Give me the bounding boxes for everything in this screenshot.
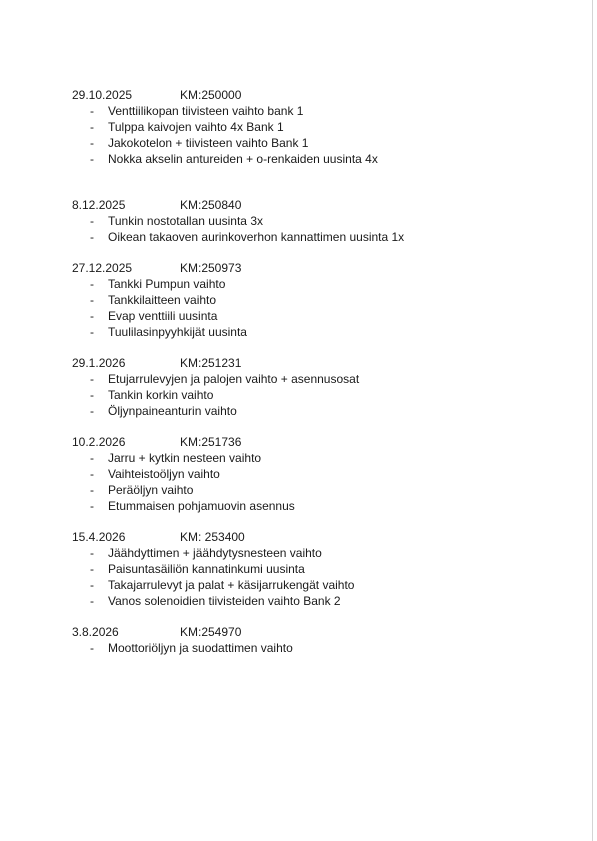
entry-mileage: KM:254970 [180,625,242,639]
task-item [72,593,572,609]
entry-mileage: KM:250973 [180,261,242,275]
log-entry [72,197,572,245]
log-entry [72,434,572,514]
entry-mileage: KM:251231 [180,356,242,370]
entry-mileage: KM:250840 [180,198,242,212]
entry-date: 3.8.2026 [72,625,119,639]
bullet-dash: - [90,562,94,576]
task-item [72,482,572,498]
task-item [72,577,572,593]
task-list [72,103,572,167]
task-item [72,403,572,419]
task-item [72,324,572,340]
task-item [72,640,572,656]
task-list [72,545,572,609]
task-item [72,545,572,561]
task-list [72,371,572,419]
task-item [72,450,572,466]
task-text: Jarru + kytkin nesteen vaihto [108,451,262,465]
bullet-dash: - [90,136,94,150]
entry-header [72,87,572,103]
task-text: Takajarrulevyt ja palat + käsijarrukengät vaihto [108,578,355,592]
task-text: Tunkin nostotallan uusinta 3x [108,214,263,228]
entry-date: 8.12.2025 [72,198,126,212]
bullet-dash: - [90,388,94,402]
bullet-dash: - [90,451,94,465]
bullet-dash: - [90,578,94,592]
task-text: Vaihteistoöljyn vaihto [108,467,220,481]
task-text: Paisuntasäiliön kannatinkumi uusinta [108,562,305,576]
log-entry [72,87,572,167]
task-item [72,498,572,514]
task-text: Tankin korkin vaihto [108,388,214,402]
maintenance-log [72,87,572,656]
bullet-dash: - [90,483,94,497]
entry-spacer [72,245,572,260]
entry-header [72,624,572,640]
entry-header [72,355,572,371]
task-item [72,387,572,403]
entry-mileage: KM: 253400 [180,530,245,544]
task-text: Etujarrulevyjen ja palojen vaihto + asennusosat [108,372,360,386]
task-item [72,229,572,245]
task-text: Tulppa kaivojen vaihto 4x Bank 1 [108,120,284,134]
entry-mileage: KM:250000 [180,88,242,102]
bullet-dash: - [90,372,94,386]
entry-date: 29.1.2026 [72,356,126,370]
task-text: Moottoriöljyn ja suodattimen vaihto [108,641,293,655]
task-text: Tankkilaitteen vaihto [108,293,217,307]
entry-mileage: KM:251736 [180,435,242,449]
task-list [72,276,572,340]
task-text: Etummaisen pohjamuovin asennus [108,499,295,513]
bullet-dash: - [90,152,94,166]
entry-date: 29.10.2025 [72,88,133,102]
bullet-dash: - [90,214,94,228]
bullet-dash: - [90,277,94,291]
entry-date: 15.4.2026 [72,530,126,544]
task-item [72,292,572,308]
bullet-dash: - [90,641,94,655]
bullet-dash: - [90,309,94,323]
task-text: Tuulilasinpyyhkijät uusinta [108,325,247,339]
task-item [72,371,572,387]
task-item [72,135,572,151]
bullet-dash: - [90,230,94,244]
task-item [72,561,572,577]
task-text: Oikean takaoven aurinkoverhon kannattimen uusinta 1x [108,230,405,244]
task-item [72,276,572,292]
task-list [72,213,572,245]
task-text: Jäähdyttimen + jäähdytysnesteen vaihto [108,546,322,560]
task-text: Vanos solenoidien tiivisteiden vaihto Bank 2 [108,594,341,608]
entry-header [72,197,572,213]
bullet-dash: - [90,499,94,513]
task-text: Venttiilikopan tiivisteen vaihto bank 1 [108,104,304,118]
entry-spacer [72,340,572,355]
bullet-dash: - [90,325,94,339]
task-item [72,119,572,135]
entry-spacer [72,514,572,529]
bullet-dash: - [90,467,94,481]
task-item [72,213,572,229]
bullet-dash: - [90,104,94,118]
entry-date: 10.2.2026 [72,435,126,449]
entry-header [72,260,572,276]
bullet-dash: - [90,293,94,307]
page-edge-divider [592,0,597,841]
task-item [72,103,572,119]
task-text: Öljynpaineanturin vaihto [108,404,237,418]
log-entry [72,260,572,340]
entry-header [72,434,572,450]
task-item [72,151,572,167]
task-text: Nokka akselin antureiden + o-renkaiden uusinta 4x [108,152,378,166]
task-text: Jakokotelon + tiivisteen vaihto Bank 1 [108,136,309,150]
task-text: Peräöljyn vaihto [108,483,194,497]
bullet-dash: - [90,546,94,560]
entry-spacer [72,419,572,434]
bullet-dash: - [90,404,94,418]
log-entry [72,529,572,609]
task-text: Evap venttiili uusinta [108,309,218,323]
task-list [72,640,572,656]
task-text: Tankki Pumpun vaihto [108,277,226,291]
bullet-dash: - [90,594,94,608]
task-item [72,466,572,482]
task-item [72,308,572,324]
entry-header [72,529,572,545]
log-entry [72,355,572,419]
entry-spacer [72,609,572,624]
entry-spacer [72,167,572,197]
entry-date: 27.12.2025 [72,261,133,275]
task-list [72,450,572,514]
log-entry [72,624,572,656]
bullet-dash: - [90,120,94,134]
